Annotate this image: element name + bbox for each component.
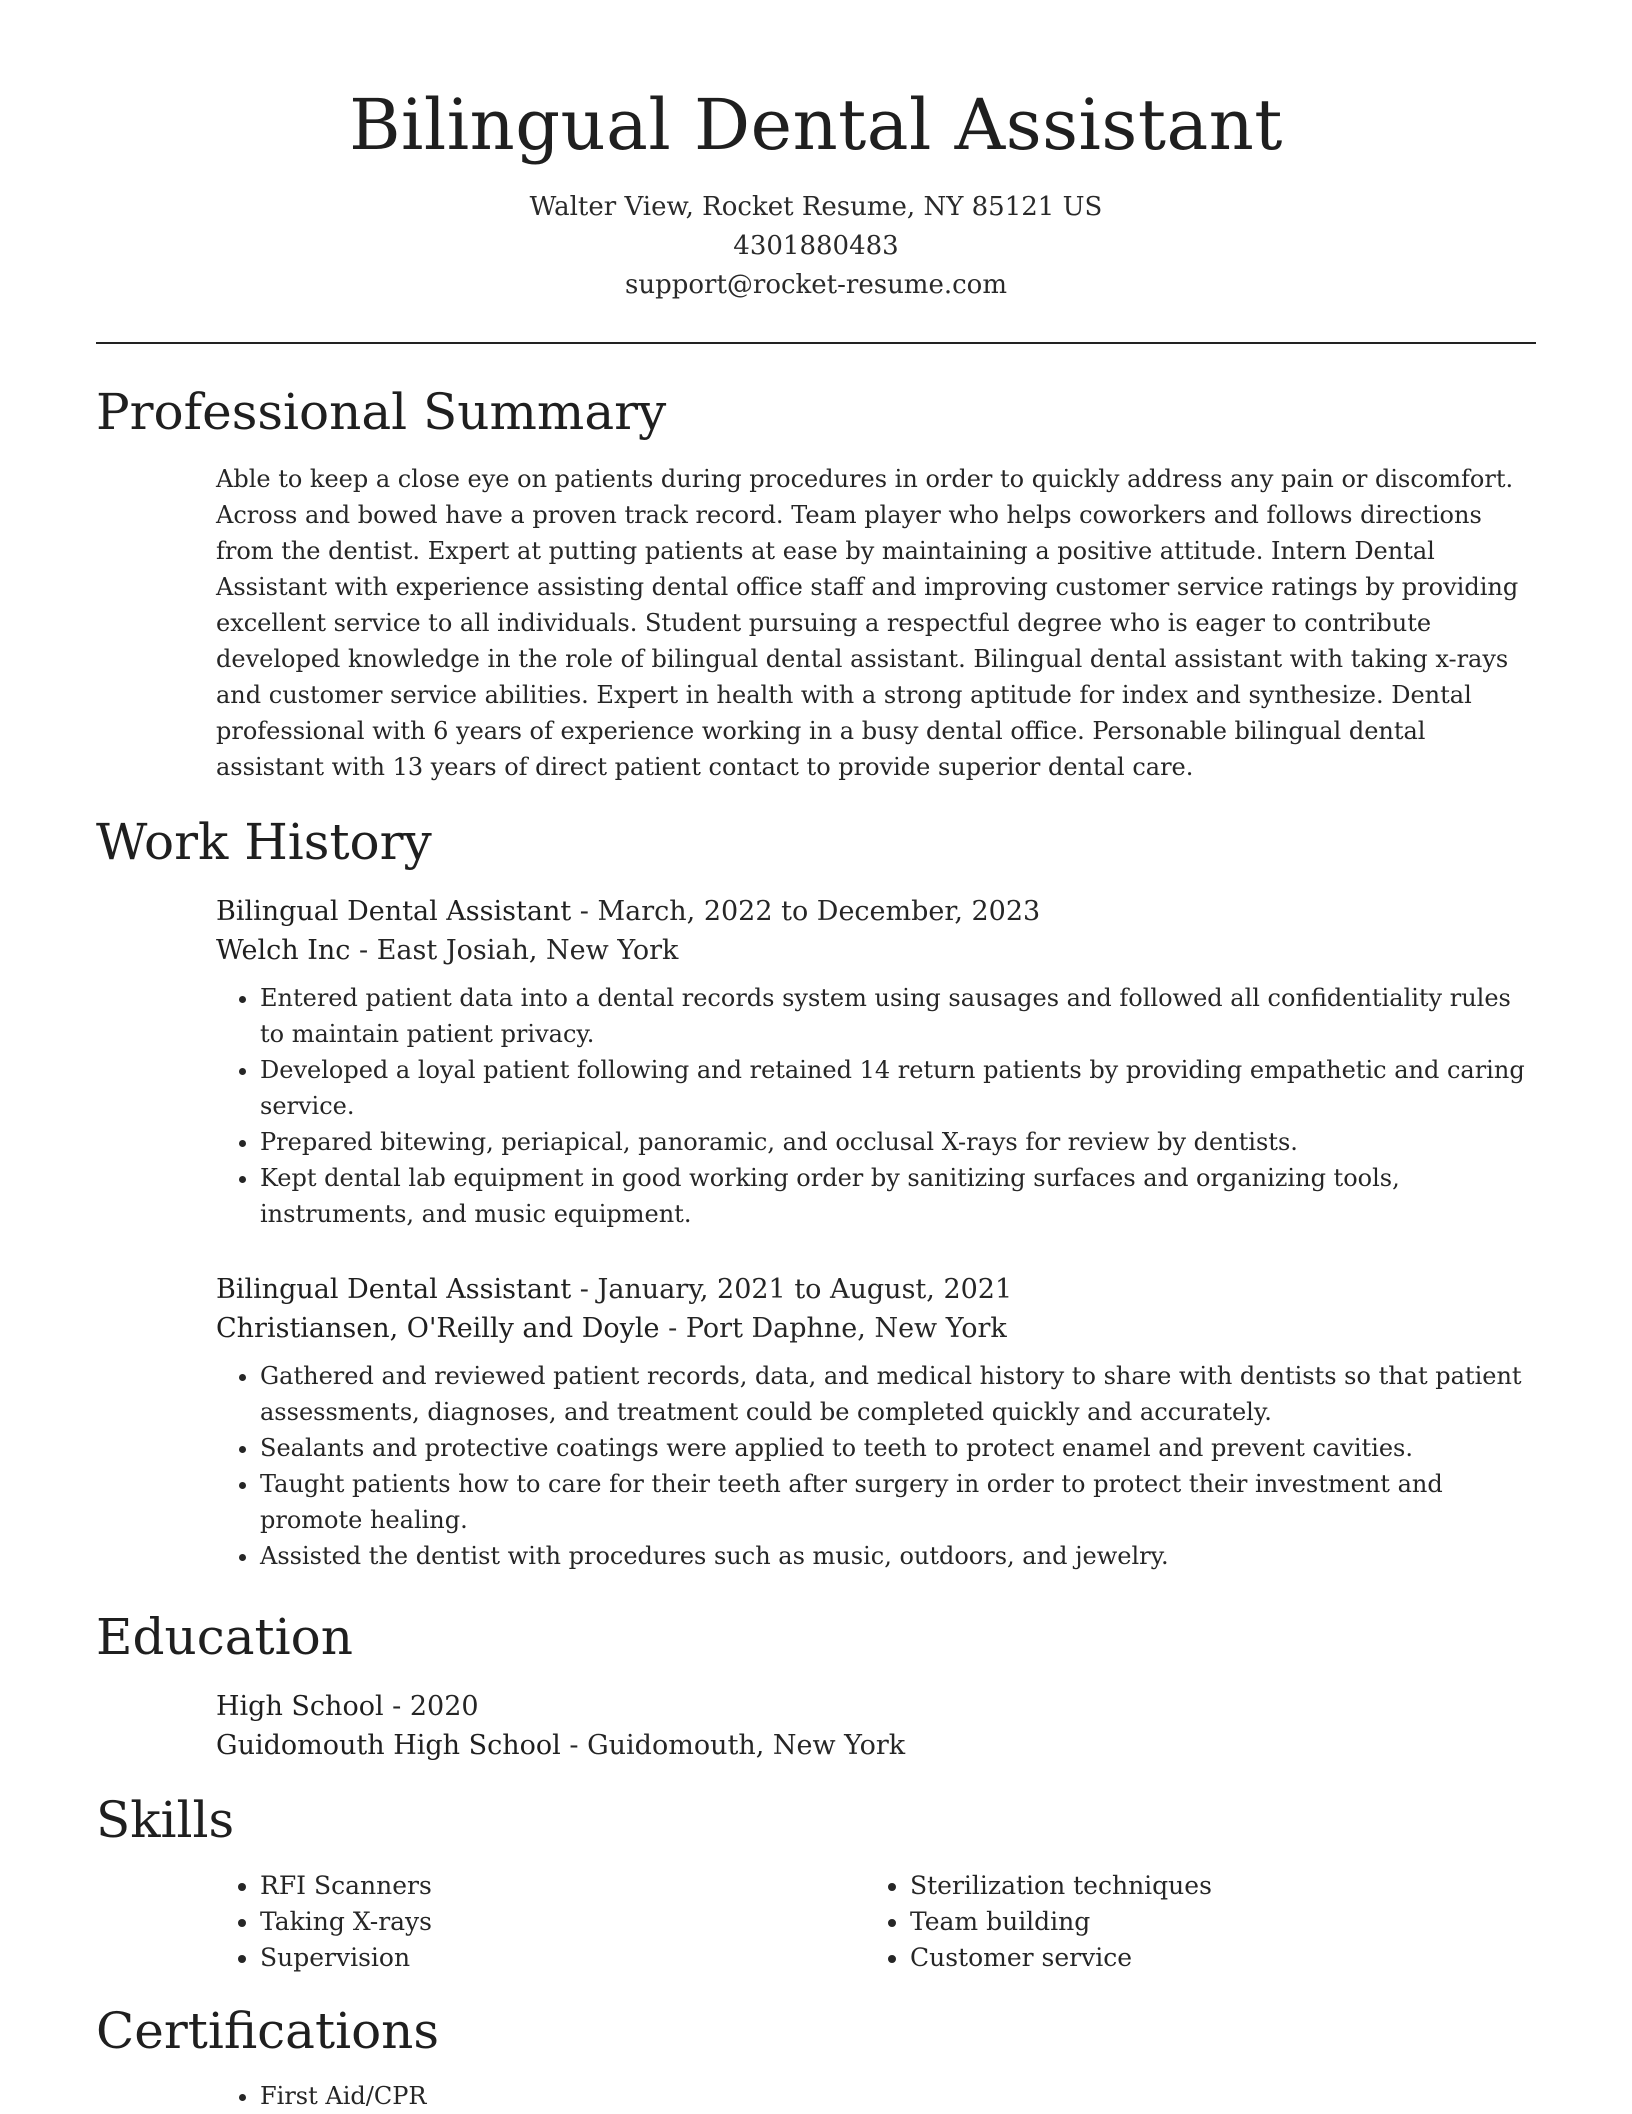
job-title-line [216, 1270, 1536, 1309]
education-degree-line [216, 1687, 1536, 1726]
education-school-line [216, 1726, 1536, 1765]
skill-item: • Taking X-rays [260, 1904, 866, 1940]
resume-header [0, 80, 1632, 305]
certifications-list [216, 2078, 1536, 2114]
skills-column-left [216, 1868, 866, 1976]
job-company: Christiansen, O'Reilly and Doyle [216, 1313, 660, 1344]
certifications-section [216, 2078, 1536, 2114]
skill-item: • Customer service [910, 1940, 1516, 1976]
job-location: - East Josiah, New York [350, 935, 679, 966]
job-role: Bilingual Dental Assistant [216, 1274, 572, 1305]
education-heading: Education [96, 1608, 353, 1666]
education-school: Guidomouth High School [216, 1730, 561, 1761]
job-role: Bilingual Dental Assistant [216, 896, 572, 927]
certification-item: • First Aid/CPR [260, 2078, 1536, 2114]
education-entry [216, 1687, 1536, 1765]
job-title-line [216, 892, 1536, 931]
summary-section [216, 461, 1536, 785]
skill-item: • Sterilization techniques [910, 1868, 1516, 1904]
candidate-name: Bilingual Dental Assistant [349, 84, 1283, 166]
skills-column-right [866, 1868, 1516, 1976]
skills-grid [216, 1868, 1536, 1976]
contact-info [0, 188, 1632, 305]
job-bullet: • Taught patients how to care for their teeth after surgery in order to protect their investment and promote healing. [260, 1466, 1536, 1538]
summary-heading: Professional Summary [96, 383, 667, 441]
job-location: - Port Daphne, New York [659, 1313, 1007, 1344]
work-history-heading: Work History [96, 813, 432, 871]
job-company-line [216, 1309, 1536, 1348]
job-company-line [216, 931, 1536, 970]
skills-heading: Skills [96, 1791, 235, 1849]
contact-address: Walter View, Rocket Resume, NY 85121 US [529, 192, 1103, 222]
certifications-heading: Certifications [96, 2002, 440, 2060]
job-company: Welch Inc [216, 935, 351, 966]
job-bullet: • Assisted the dentist with procedures such as music, outdoors, and jewelry. [260, 1538, 1536, 1574]
education-year: - 2020 [383, 1691, 479, 1722]
header-divider [96, 342, 1536, 344]
job-bullet: • Prepared bitewing, periapical, panoramic, and occlusal X-rays for review by dentists. [260, 1124, 1536, 1160]
skill-item: • Supervision [260, 1940, 866, 1976]
skill-item: • Team building [910, 1904, 1516, 1940]
job-bullet: • Entered patient data into a dental records system using sausages and followed all confidentiality rules to maintain patient privacy. [260, 980, 1536, 1052]
job-bullet: • Developed a loyal patient following and retained 14 return patients by providing empathetic and caring service. [260, 1052, 1536, 1124]
job-dates: - March, 2022 to December, 2023 [571, 896, 1041, 927]
contact-email: support@rocket-resume.com [624, 270, 1007, 300]
job-bullets [216, 1358, 1536, 1574]
education-degree: High School [216, 1691, 384, 1722]
summary-text: Able to keep a close eye on patients during procedures in order to quickly address any pain or discomfort. Across and bowed have a proven track record. Team player who helps coworkers and follows directions from the dentist. Expert at putting patients at ease by maintaining a positive attitude. Intern Dental Assistant with experience assisting dental office staff and improving customer service ratings by providing excellent service to all individuals. Student pursuing a respectful degree who is eager to contribute developed knowledge in the role of bilingual dental assistant. Bilingual dental assistant with taking x-rays and customer service abilities. Expert in health with a strong aptitude for index and synthesize. Dental professional with 6 years of experience working in a busy dental office. Personable bilingual dental assistant with 13 years of direct patient contact to provide superior dental care. [216, 465, 1519, 781]
contact-phone: 4301880483 [733, 231, 899, 261]
skills-section [216, 1868, 1536, 1976]
job-bullet: • Gathered and reviewed patient records, data, and medical history to share with dentists so that patient assessments, diagnoses, and treatment could be completed quickly and accurately. [260, 1358, 1536, 1430]
job-bullet: • Kept dental lab equipment in good working order by sanitizing surfaces and organizing tools, instruments, and music equipment. [260, 1160, 1536, 1232]
job-bullet: • Sealants and protective coatings were applied to teeth to protect enamel and prevent cavities. [260, 1430, 1536, 1466]
job-entry [216, 1270, 1536, 1574]
job-bullets [216, 980, 1536, 1232]
job-entry [216, 892, 1536, 1232]
skill-item: • RFI Scanners [260, 1868, 866, 1904]
job-dates: - January, 2021 to August, 2021 [571, 1274, 1013, 1305]
education-location: - Guidomouth, New York [560, 1730, 906, 1761]
